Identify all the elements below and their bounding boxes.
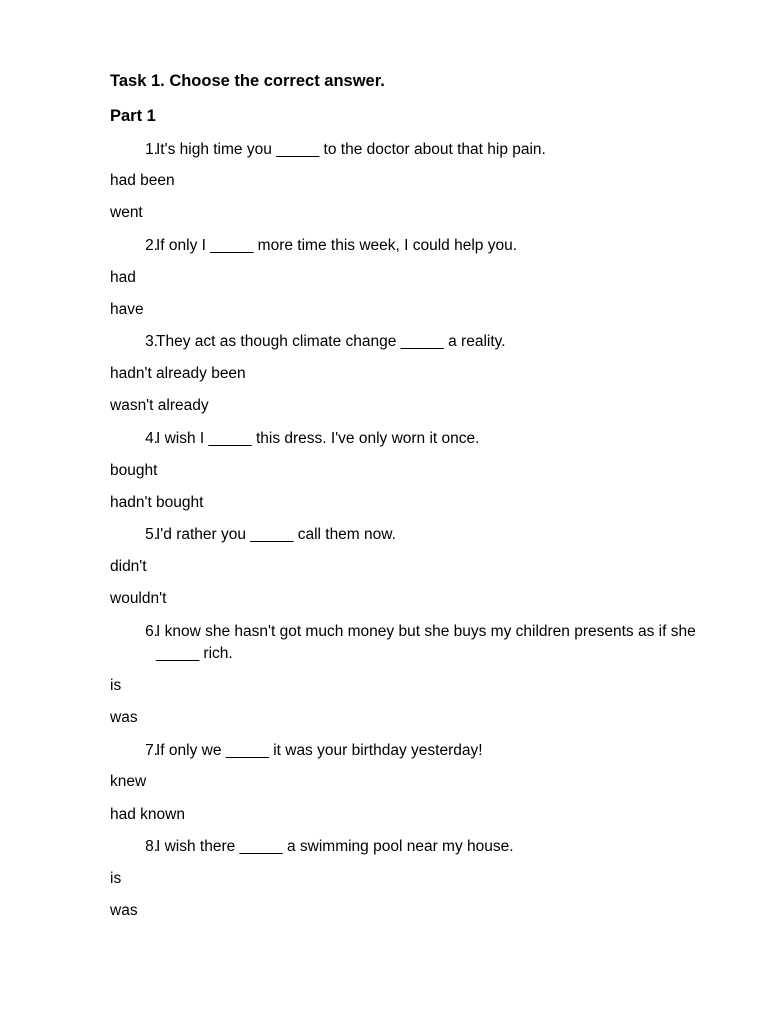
answer-option: didn't (110, 558, 147, 575)
answer-option: had known (110, 806, 185, 823)
question-text: It's high time you _____ to the doctor about that hip pain. (156, 141, 546, 158)
answer-option: wouldn't (110, 590, 167, 607)
answer-option: had been (110, 172, 175, 189)
part-title: Part 1 (110, 107, 156, 125)
question-8 (110, 836, 710, 858)
question-text: I wish I _____ this dress. I've only worn it once. (156, 430, 480, 447)
question-number: 2. (145, 237, 158, 254)
answer-option: hadn't already been (110, 365, 246, 382)
question-number: 7. (145, 742, 158, 759)
question-number: 8. (145, 838, 158, 855)
question-number: 3. (145, 333, 158, 350)
answer-option: went (110, 204, 143, 221)
answer-option: was (110, 709, 138, 726)
answer-option: was (110, 902, 138, 919)
question-2 (110, 235, 710, 257)
question-text: If only we _____ it was your birthday yesterday! (156, 742, 483, 759)
question-text: I know she hasn't got much money but she buys my children presents as if she _____ rich. (156, 623, 696, 662)
question-number: 4. (145, 430, 158, 447)
question-number: 5. (145, 526, 158, 543)
question-text: I wish there _____ a swimming pool near my house. (156, 838, 514, 855)
question-4 (110, 428, 710, 450)
answer-option: bought (110, 462, 158, 479)
question-5 (110, 524, 710, 546)
question-1 (110, 139, 710, 161)
task-title: Task 1. Choose the correct answer. (110, 72, 385, 90)
question-3 (110, 331, 710, 353)
question-number: 6. (145, 623, 158, 640)
answer-option: knew (110, 773, 147, 790)
answer-option: had (110, 269, 136, 286)
answer-option: is (110, 677, 122, 694)
question-text: They act as though climate change _____ a reality. (156, 333, 506, 350)
question-text: If only I _____ more time this week, I could help you. (156, 237, 517, 254)
question-7 (110, 740, 710, 762)
answer-option: wasn't already (110, 397, 209, 414)
question-text: I'd rather you _____ call them now. (156, 526, 396, 543)
answer-option: have (110, 301, 144, 318)
answer-option: is (110, 870, 122, 887)
answer-option: hadn't bought (110, 494, 204, 511)
question-number: 1. (145, 141, 158, 158)
question-6 (110, 621, 710, 665)
